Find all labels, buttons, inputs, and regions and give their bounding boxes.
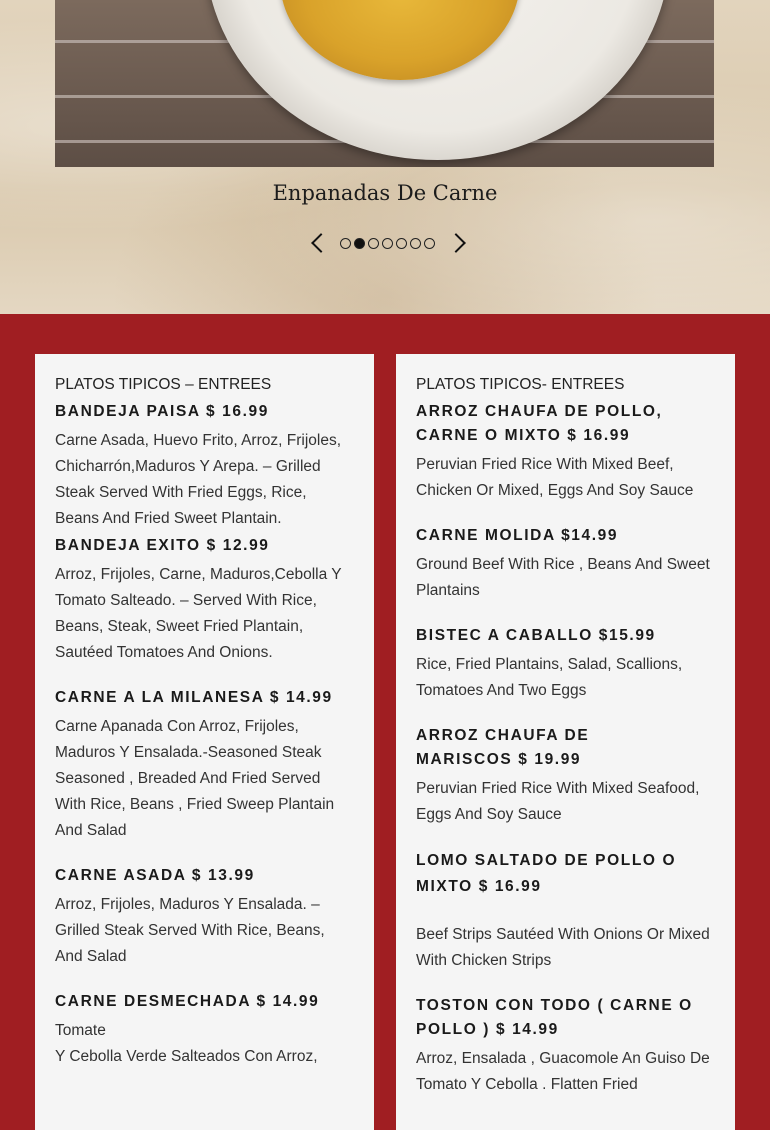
menu-item-name: CARNE DESMECHADA $ 14.99 [55, 993, 320, 1010]
slider-dot-6[interactable] [410, 238, 421, 249]
menu-item-description: Rice, Fried Plantains, Salad, Scallions, Tomatoes And Two Eggs [416, 656, 683, 699]
menu-item-name: ARROZ CHAUFA DE POLLO, CARNE O MIXTO $ 16.99 [416, 403, 663, 444]
menu-item-description: Beef Strips Sautéed With Onions Or Mixed With Chicken Strips [416, 926, 710, 969]
menu-item-description: Ground Beef With Rice , Beans And Sweet Plantains [416, 556, 710, 599]
slide-photo-empanada [55, 0, 714, 167]
previous-arrow-icon[interactable] [311, 233, 331, 253]
slider-dot-2[interactable] [354, 238, 365, 249]
menu-item-description: Tomate Y Cebolla Verde Salteados Con Arroz, [55, 1022, 318, 1065]
slider-dots [340, 238, 438, 250]
menu-item-name: ARROZ CHAUFA DE MARISCOS $ 19.99 [416, 727, 590, 768]
menu-item-description: Arroz, Ensalada , Guacomole An Guiso De Tomato Y Cebolla . Flatten Fried [416, 1050, 710, 1093]
menu-item-description: Arroz, Frijoles, Carne, Maduros,Cebolla Y Tomato Salteado. – Served With Rice, Beans, Steak, Sweet Fried Plantain, Sautéed Tomatoes And Onions. [55, 566, 342, 661]
slider-dot-3[interactable] [368, 238, 379, 249]
slider-dot-7[interactable] [424, 238, 435, 249]
menu-item-name: LOMO SALTADO DE POLLO O MIXTO $ 16.99 [416, 852, 677, 895]
slide-caption: Enpanadas De Carne [272, 181, 498, 205]
menu-item-name: CARNE ASADA $ 13.99 [55, 867, 255, 884]
menu-section-title: PLATOS TIPICOS – ENTREES [55, 376, 272, 393]
slider-dot-5[interactable] [396, 238, 407, 249]
menu-item-description: Peruvian Fried Rice With Mixed Beef, Chicken Or Mixed, Eggs And Soy Sauce [416, 456, 694, 499]
menu-section-title: PLATOS TIPICOS- ENTREES [416, 376, 625, 393]
menu-item-name: CARNE MOLIDA $14.99 [416, 527, 619, 544]
menu-item-name: CARNE A LA MILANESA $ 14.99 [55, 689, 333, 706]
menu-card-left [35, 354, 374, 1130]
menu-card-right [396, 354, 735, 1130]
menu-item-description: Carne Asada, Huevo Frito, Arroz, Frijoles, Chicharrón,Maduros Y Arepa. – Grilled Steak Served With Fried Eggs, Rice, Beans And Fried Sweet Plantain. [55, 432, 342, 527]
menu-item-name: BISTEC A CABALLO $15.99 [416, 627, 656, 644]
menu-item-name: BANDEJA EXITO $ 12.99 [55, 537, 270, 554]
menu-item-description: Carne Apanada Con Arroz, Frijoles, Maduros Y Ensalada.-Seasoned Steak Seasoned , Breaded And Fried Served With Rice, Beans , Fried Sweep Plantain And Salad [55, 718, 335, 839]
slider-dot-4[interactable] [382, 238, 393, 249]
image-slider [0, 0, 770, 314]
menu-item-description: Arroz, Frijoles, Maduros Y Ensalada. – Grilled Steak Served With Rice, Beans, And Salad [55, 896, 325, 965]
next-arrow-icon[interactable] [446, 233, 466, 253]
menu-item-description: Peruvian Fried Rice With Mixed Seafood, Eggs And Soy Sauce [416, 780, 700, 823]
slider-dot-1[interactable] [340, 238, 351, 249]
menu-item-name: BANDEJA PAISA $ 16.99 [55, 403, 269, 420]
slider-navigation [0, 232, 770, 258]
menu-item-name: TOSTON CON TODO ( CARNE O POLLO ) $ 14.99 [416, 997, 693, 1038]
